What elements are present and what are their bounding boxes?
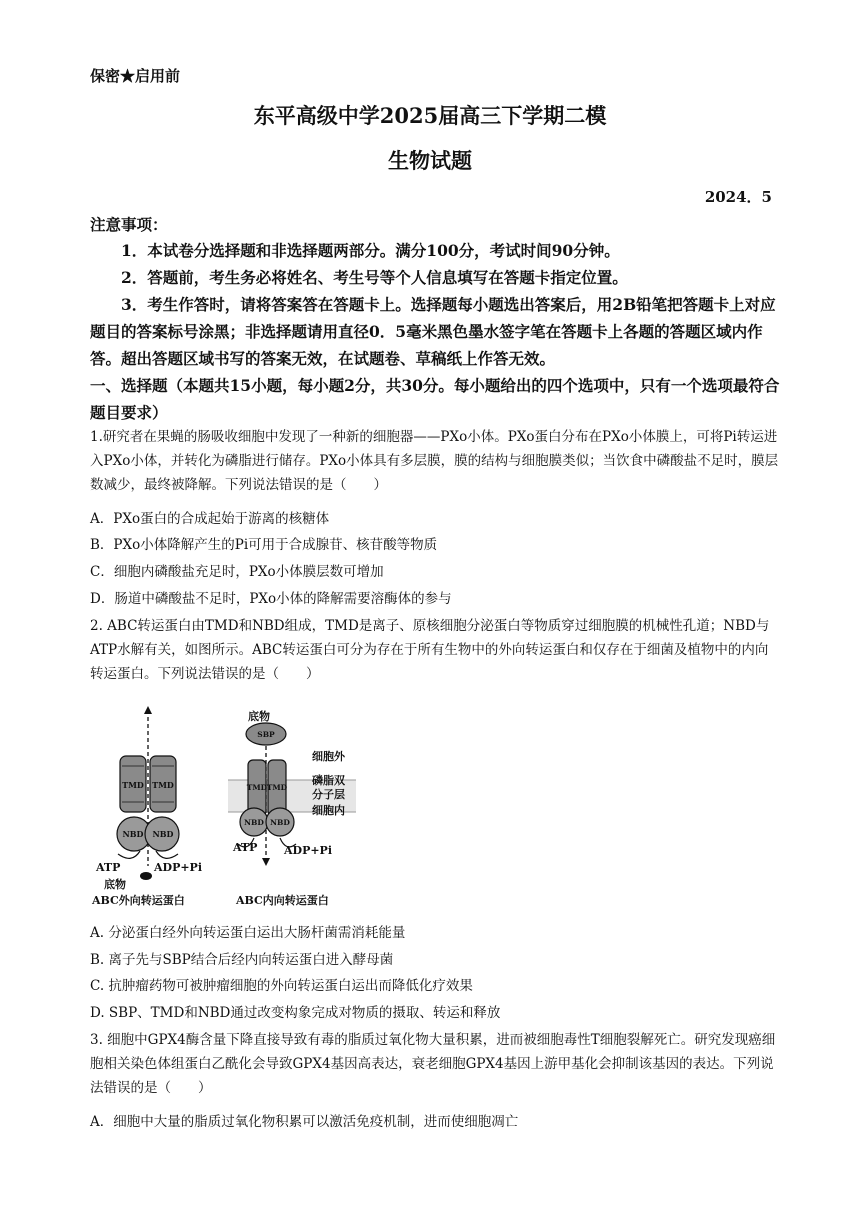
confidential-label: 保密★启用前 [90, 67, 181, 85]
question-2-stem: 2. ABC转运蛋白由TMD和NBD组成，TMD是离子、原核细胞分泌蛋白等物质穿过细胞膜的机械性孔道；NBD与ATP水解有关，如图所示。ABC转运蛋白可分为存在于所有生物中的外向转运蛋白和仅存在于细菌及植物中的内向转运蛋白。下列说法错误的是（ ） [90, 618, 770, 682]
adp-label-right: ADP+Pi [284, 844, 333, 857]
caption-influx: ABC内向转运蛋白 [236, 894, 329, 907]
notice-item-3: 3．考生作答时，请将答案答在答题卡上。选择题每小题选出答案后，用2B铅笔把答题卡上对应题目的答案标号涂黑；非选择题请用直径0．5毫米黑色墨水签字笔在答题卡上各题的答题区域内作答。超出答题区域书写的答案无效，在试题卷、草稿纸上作答无效。 [90, 295, 776, 368]
exam-date: 2024．5 [704, 188, 772, 206]
question-3-stem: 3. 细胞中GPX4酶含量下降直接导致有毒的脂质过氧化物大量积累，进而被细胞毒性T细胞裂解死亡。研究发现癌细胞相关染色体组蛋白乙酰化会导致GPX4基因高表达，衰老细胞GPX4基因上游甲基化会抑制该基因的表达。下列说法错误的是（ ） [90, 1032, 776, 1096]
question-3-option-a: A．细胞中大量的脂质过氧化物积累可以激活免疫机制，进而使细胞凋亡 [90, 1114, 519, 1130]
subject-title: 生物试题 [388, 148, 472, 173]
nbd-label-left-b: NBD [152, 829, 174, 839]
adp-label-left: ADP+Pi [154, 861, 203, 874]
tmd-label-right-a: TMD [246, 783, 268, 792]
substrate-label-top: 底物 [248, 710, 270, 723]
substrate-label-left: 底物 [104, 878, 126, 891]
question-2-option-b: B. 离子先与SBP结合后经内向转运蛋白进入酵母菌 [90, 952, 394, 968]
nbd-label-left-a: NBD [122, 829, 144, 839]
sbp-label: SBP [257, 730, 275, 739]
inside-label: 细胞内 [312, 804, 345, 817]
nbd-label-right-a: NBD [244, 818, 264, 827]
tmd-label-left-b: TMD [152, 780, 174, 790]
nbd-label-right-b: NBD [270, 818, 290, 827]
tmd-label-left-a: TMD [122, 780, 144, 790]
exam-title: 东平高级中学2025届高三下学期二模 [253, 103, 607, 128]
notice-item-2: 2．答题前，考生务必将姓名、考生号等个人信息填写在答题卡指定位置。 [121, 268, 628, 287]
caption-efflux: ABC外向转运蛋白 [92, 894, 185, 907]
question-1-option-d: D．肠道中磷酸盐不足时，PXo小体的降解需要溶酶体的参与 [90, 591, 452, 607]
question-1-option-c: C．细胞内磷酸盐充足时，PXo小体膜层数可增加 [90, 564, 384, 580]
bilayer-label-2: 分子层 [312, 788, 345, 801]
question-2-option-d: D. SBP、TMD和NBD通过改变构象完成对物质的摄取、转运和释放 [90, 1005, 501, 1021]
notice-item-1: 1．本试卷分选择题和非选择题两部分。满分100分，考试时间90分钟。 [121, 241, 620, 260]
question-2-option-a: A. 分泌蛋白经外向转运蛋白运出大肠杆菌需消耗能量 [90, 925, 406, 941]
question-2-option-c: C. 抗肿瘤药物可被肿瘤细胞的外向转运蛋白运出而降低化疗效果 [90, 978, 473, 994]
substrate-dot [140, 872, 152, 880]
question-1-option-a: A．PXo蛋白的合成起始于游离的核糖体 [90, 511, 330, 527]
notice-heading: 注意事项： [90, 215, 168, 234]
abc-transporter-diagram [88, 704, 368, 914]
question-1-option-b: B．PXo小体降解产生的Pi可用于合成腺苷、核苷酸等物质 [90, 537, 438, 553]
outside-label: 细胞外 [312, 750, 345, 763]
bilayer-label-1: 磷脂双 [312, 774, 345, 787]
tmd-label-right-b: TMD [266, 783, 288, 792]
atp-label-left: ATP [96, 861, 121, 874]
question-1-stem: 1.研究者在果蝇的肠吸收细胞中发现了一种新的细胞器——PXo小体。PXo蛋白分布在PXo小体膜上，可将Pi转运进入PXo小体，并转化为磷脂进行储存。PXo小体具有多层膜，膜的结构与细胞膜类似；当饮食中磷酸盐不足时，膜层数减少，最终被降解。下列说法错误的是（ ） [90, 429, 779, 493]
section-heading: 一、选择题（本题共15小题，每小题2分，共30分。每小题给出的四个选项中，只有一个选项最符合题目要求） [90, 376, 780, 422]
atp-label-right: ATP [233, 841, 258, 854]
abc-transporter-figure [88, 704, 368, 914]
